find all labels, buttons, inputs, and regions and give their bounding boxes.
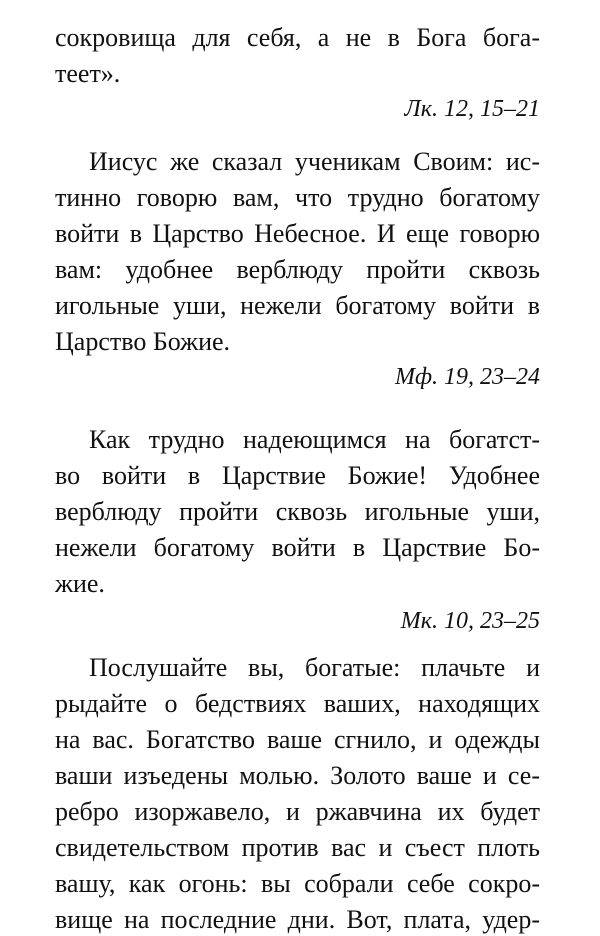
text-line: на вас. Богатство ваше сгнило, и одежды: [55, 725, 540, 754]
scripture-reference: Лк. 12, 15–21: [404, 96, 540, 122]
text-line: войти в Царство Небесное. И еще говорю: [55, 219, 540, 248]
text-line: ребро изоржавело, и ржавчина их будет: [55, 797, 540, 826]
scripture-reference: Мф. 19, 23–24: [394, 364, 540, 390]
text-line: вам: удобнее верблюду пройти сквозь: [55, 255, 540, 284]
text-line: Как трудно надеющимся на богатст-: [89, 425, 540, 454]
text-line: Иисус же сказал ученикам Своим: ис-: [89, 147, 540, 176]
text-line: нежели богатому войти в Царствие Бо-: [55, 533, 540, 562]
text-line: Послушайте вы, богатые: плачьте и: [89, 653, 540, 682]
text-line: рыдайте о бедствиях ваших, находящих: [55, 689, 540, 718]
text-line: ваши изъедены молью. Золото ваше и се-: [55, 761, 540, 790]
text-line: верблюду пройти сквозь игольные уши,: [55, 497, 540, 526]
text-line: Царство Божие.: [55, 327, 231, 356]
text-line: игольные уши, нежели богатому войти в: [55, 291, 540, 320]
text-line: тинно говорю вам, что трудно богатому: [55, 183, 540, 212]
text-line: теет».: [55, 59, 121, 88]
text-line: свидетельством против вас и съест плоть: [55, 833, 540, 862]
text-line: сокровища для себя, а не в Бога бога-: [55, 23, 540, 52]
text-line: во войти в Царствие Божие! Удобнее: [55, 461, 540, 490]
text-line: вашу, как огонь: вы собрали себе сокро-: [55, 869, 540, 898]
text-line: вище на последние дни. Вот, плата, удер-: [55, 905, 540, 934]
text-line: жие.: [55, 569, 105, 598]
scripture-reference: Мк. 10, 23–25: [400, 608, 540, 634]
